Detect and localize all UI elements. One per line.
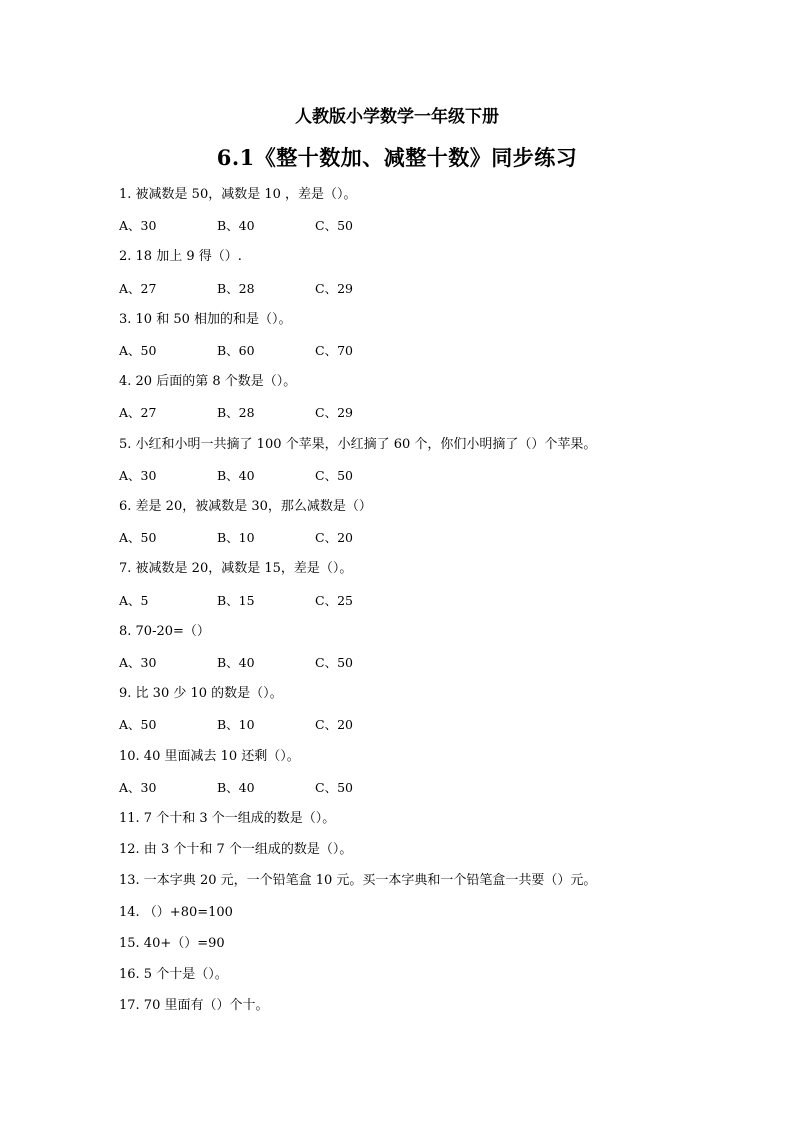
option-a: A、27 bbox=[119, 405, 157, 420]
option-c: C、29 bbox=[315, 405, 353, 420]
question-4: 4. 20 后面的第 8 个数是（）。 bbox=[119, 374, 297, 389]
option-a: A、30 bbox=[119, 218, 157, 233]
options-7 bbox=[119, 592, 739, 610]
option-a: A、50 bbox=[119, 343, 157, 358]
option-c: C、50 bbox=[315, 780, 353, 795]
option-b: B、40 bbox=[217, 780, 255, 795]
option-b: B、40 bbox=[217, 655, 255, 670]
question-10: 10. 40 里面减去 10 还剩（）。 bbox=[119, 749, 300, 764]
option-b: B、10 bbox=[217, 717, 255, 732]
question-16: 16. 5 个十是（）。 bbox=[119, 967, 228, 982]
option-a: A、30 bbox=[119, 468, 157, 483]
option-a: A、30 bbox=[119, 780, 157, 795]
options-2 bbox=[119, 280, 739, 298]
option-b: B、28 bbox=[217, 281, 255, 296]
options-10 bbox=[119, 779, 739, 797]
option-b: B、10 bbox=[217, 530, 255, 545]
question-13: 13. 一本字典 20 元，一个铅笔盒 10 元。买一本字典和一个铅笔盒一共要（）元。 bbox=[119, 873, 597, 888]
option-b: B、15 bbox=[217, 593, 255, 608]
option-b: B、40 bbox=[217, 218, 255, 233]
question-3: 3. 10 和 50 相加的和是（）。 bbox=[119, 312, 292, 327]
options-9 bbox=[119, 716, 739, 734]
option-a: A、5 bbox=[119, 593, 149, 608]
option-b: B、28 bbox=[217, 405, 255, 420]
option-c: C、25 bbox=[315, 593, 353, 608]
option-a: A、50 bbox=[119, 530, 157, 545]
question-6: 6. 差是 20，被减数是 30，那么减数是（） bbox=[119, 499, 372, 514]
question-2: 2. 18 加上 9 得（）. bbox=[119, 249, 242, 264]
option-a: A、50 bbox=[119, 717, 157, 732]
options-3 bbox=[119, 342, 739, 360]
option-c: C、20 bbox=[315, 530, 353, 545]
question-11: 11. 7 个十和 3 个一组成的数是（）。 bbox=[119, 811, 336, 826]
worksheet-subtitle: 人教版小学数学一年级下册 bbox=[295, 107, 499, 127]
options-4 bbox=[119, 404, 739, 422]
question-9: 9. 比 30 少 10 的数是（）。 bbox=[119, 686, 283, 701]
options-8 bbox=[119, 654, 739, 672]
question-8: 8. 70-20=（） bbox=[119, 624, 210, 639]
options-1 bbox=[119, 217, 739, 235]
option-c: C、70 bbox=[315, 343, 353, 358]
question-12: 12. 由 3 个十和 7 个一组成的数是（）。 bbox=[119, 842, 353, 857]
option-c: C、20 bbox=[315, 717, 353, 732]
option-b: B、40 bbox=[217, 468, 255, 483]
options-5 bbox=[119, 467, 739, 485]
option-c: C、29 bbox=[315, 281, 353, 296]
option-a: A、27 bbox=[119, 281, 157, 296]
option-a: A、30 bbox=[119, 655, 157, 670]
question-1: 1. 被减数是 50，减数是 10 ，差是（）。 bbox=[119, 187, 357, 202]
question-14: 14. （）+80=100 bbox=[119, 905, 233, 920]
option-b: B、60 bbox=[217, 343, 255, 358]
question-17: 17. 70 里面有（）个十。 bbox=[119, 998, 269, 1013]
worksheet-title: 6.1《整十数加、减整十数》同步练习 bbox=[216, 145, 578, 170]
question-7: 7. 被减数是 20，减数是 15，差是（）。 bbox=[119, 561, 353, 576]
options-6 bbox=[119, 529, 739, 547]
option-c: C、50 bbox=[315, 218, 353, 233]
question-5: 5. 小红和小明一共摘了 100 个苹果，小红摘了 60 个，你们小明摘了（）个苹果。 bbox=[119, 437, 597, 452]
option-c: C、50 bbox=[315, 655, 353, 670]
option-c: C、50 bbox=[315, 468, 353, 483]
question-15: 15. 40+（）=90 bbox=[119, 936, 225, 951]
